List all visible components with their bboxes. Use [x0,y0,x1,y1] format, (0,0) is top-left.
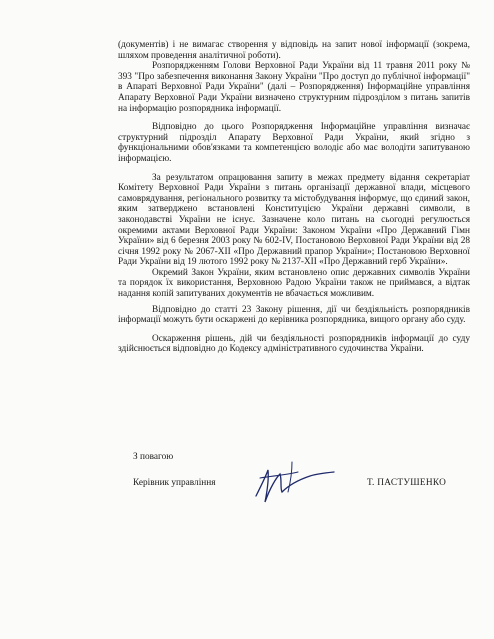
paragraph-no-law: Окремий Закон України, яким встановлено опис державних символів України та порядок їх використання, Верховною Радою України також не приймався, а відтак надання копій запитуваних документів не вбачається можливим. [118,267,470,300]
paragraph-appeal: Відповідно до статті 23 Закону рішення, дії чи бездіяльність розпорядників інформації можуть бути оскаржені до керівника розпорядника, вищого органу або суду. [118,304,470,326]
paragraph-continuation: (документів) і не вимагає створення у відповідь на запит нової інформації (зокрема, шляхом проведення аналітичної роботи). [118,40,470,61]
letter-body [118,40,470,355]
signer-name: Т. ПАСТУШЕНКО [367,478,447,488]
signer-position: Керівник управління [133,478,216,488]
paragraph-court: Оскарження рішень, дій чи бездіяльності розпорядників інформації до суду здійснюється відповідно до Кодексу адміністративного судочинства України. [118,333,470,355]
signature-image [252,458,338,506]
paragraph-committee-result: За результатом опрацювання запиту в межах предмету відання секретаріат Комітету Верховної Ради України з питань організації державної влади, місцевого самоврядування, регіонального розвитку та містобудування інформує, що єдиний закон, яким затверджено встановлені Конституцією України державні символи, в законодавстві України не існує. Зазначене коло питань на сьогодні регулюється окремими актами Верховної Ради України: Законом України «Про Державний Гімн України» від 6 березня 2003 року № 602-IV, Постановою Верховної Ради України від 28 січня 1992 року № 2067-XII «Про Державний прапор України»; Постановою Верховної Ради України від 19 лютого 1992 року № 2137-XII «Про Державний герб України». [118,172,470,268]
closing-salutation: З повагою [133,452,174,462]
paragraph-responsibility: Відповідно до цього Розпорядження Інформаційне управління визначає структурний підрозділ Апарату Верховної Ради України, який згідно з функціональними обов'язками та компетенцією володіє або має володіти запитуваною інформацією. [118,122,470,164]
paragraph-decree: Розпорядженням Голови Верховної Ради України від 11 травня 2011 року № 393 "Про забезпечення виконання Закону України "Про доступ до публічної інформації" в Апараті Верховної Ради України" (далі – Розпорядження) Інформаційне управління Апарату Верховної Ради України визначено структурним підрозділом з питань запитів на інформацію розпорядника інформації. [118,61,470,114]
